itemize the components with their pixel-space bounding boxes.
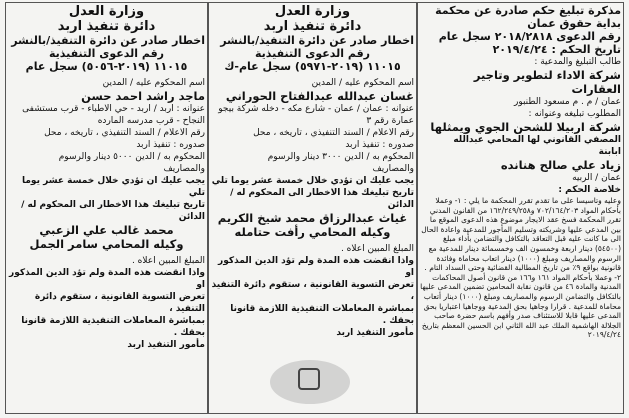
notice-title: اخطار صادر عن دائرة التنفيذ/بالنشر [220, 34, 414, 47]
notice-title: اخطار صادر عن دائرة التنفيذ/بالنشر [11, 34, 205, 47]
defendant-name: زياد علي صالح هنانده [500, 158, 621, 172]
creditor-agent: وكيله المحامي سامر الجمل [29, 237, 184, 251]
obligation-line: يجب عليك ان تؤدي خلال خمسة عشر يوما تلي [211, 176, 414, 186]
officer-signature: مأمور التنفيذ اربد [127, 340, 205, 350]
warning-line: بمباشرة المعاملات التنفيذية اللازمة قانونا بحقك . [21, 316, 205, 338]
notice-number-line: صدوره : تنفيذ اربد [345, 140, 414, 150]
middle-ad [211, 4, 414, 414]
notice-number-line: صدوره : تنفيذ اربد [136, 140, 205, 150]
watermark-logo-icon [298, 368, 320, 390]
defendant-label: المطلوب تبليغه وعنوانه : [528, 109, 621, 119]
case-number: ١١٠١٥ (٢٠١٩-٥٩٧١) سجل عام-ك [224, 60, 401, 73]
case-number: ١١٠١٥ (٢٠١٩-٥٠٥٦) سجل عام [25, 60, 188, 73]
right-ad [420, 4, 621, 414]
judgment-date: تاريخ الحكم : ٢٠١٩/٤/٢٤ [492, 43, 621, 56]
ministry-heading: وزارة العدل [68, 4, 145, 19]
judgment-title: مذكرة تبليغ حكم صادرة عن محكمة [435, 4, 621, 17]
officer-signature: مأمور التنفيذ اربد [336, 328, 414, 338]
obligation-line: تاريخ تبليغك هذا الاخطار الى المحكوم له / الدائن [230, 188, 414, 210]
plaintiff-name: شركة الاداء لتطوير وتاجير [473, 68, 621, 82]
address-line: عنوانه : عمان / عمان - شارع مكه - دخله شركة بيجو [218, 104, 414, 114]
defendant-name: ابابنة [598, 147, 621, 157]
judgment-title: بداية حقوق عمان [527, 17, 621, 30]
ministry-heading: وزارة العدل [274, 4, 351, 19]
amount-line: المحكوم به / الدين ٣٠٠٠ دينار والرسوم [267, 152, 414, 162]
notified-label: طالب التبليغ والمدعية : [534, 57, 621, 67]
summary-text: وعليه وتاسيسا على ما تقدم تقرر المحكمة ما يلي : ١- وعملا بأحكام المواد ٧٠٢/١٦٤/٢٠٣ و١٦٢/٢٤٩/٢٥٨ من القانون المدني تقرر المحكمة فسخ عقد الايجار موضوع هذه الدعوى الموقع ما بين المدعي عليها وشريكته وتسليم المأجور للمدعية واعادة الحال الى ما كانت عليه قبل التعاقد بالتكافل والتضامن بأداء مبلغ (٥٤٥٠٠) دينار اربعة وخمسون الف وخمسمائة دينار للمدعية مع الرسوم والمصاريف ومبلغ (١٠٠٠) دينار اتعاب محاماة وفائدة قانونية بواقع ٩٪ من تاريخ المطالبة القضائية وحتى السداد التام . ٢- وعملا بأحكام المواد ١٦١ و١٦٦ من قانون أصول المحاكمات المدنية والمادة ٤٦ من قانون نقابة المحامين تضمين المدعى عليها بالتكافل والتضامن الرسوم والمصاريف ومبلغ (١٠٠٠) دينار أتعاب محاماة للمدعية . قرارا وجاهيا بحق المدعية ووجاهيا اعتباريا بحق المدعى عليها قابلا للاستئناف صدر وأفهم باسم حضرة صاحب الجلالة الهاشمية الملك عبد الله الثاني ابن الحسين المعظم بتاريخ ٢٠١٩/٤/٢٤ [420, 196, 621, 340]
defendant-city: عمان / الربيه [572, 173, 621, 183]
warning-line: تعرض التسوية القانونية ، ستقوم دائرة التنفيذ ، [211, 280, 414, 302]
left-ad [8, 4, 205, 414]
department-heading: دائرة تنفيذ اربد [263, 19, 362, 34]
amount-line: المحكوم به / الدين ٥٠٠٠ دينار والرسوم [58, 152, 205, 162]
amount-notice: المبلغ المبين اعلاه . [340, 244, 414, 254]
creditor-name: غياث عبدالرزاق محمد شيخ الكريم [217, 211, 408, 225]
notice-number-line: رقم الاعلام / السند التنفيذي ، تاريخه ، محل [253, 128, 414, 138]
creditor-name: محمد غالب علي الزعبي [39, 223, 174, 237]
warning-line: بمباشرة المعاملات التنفيذية اللازمة قانونا بحقك . [230, 304, 414, 326]
address-line: عنوانه : اربد / اربد - حي الاطباء - قرب مستشفى [22, 104, 205, 114]
case-label: رقم الدعوى التنفيذية [48, 47, 164, 60]
debtor-name: ماجد راشد احمد حسن [81, 89, 205, 103]
obligation-line: تاريخ تبليغك هذا الاخطار الى المحكوم له / الدائن [21, 200, 205, 222]
debtor-label: اسم المحكوم عليه / المدين [102, 78, 205, 88]
case-label: رقم الدعوى التنفيذية [254, 47, 370, 60]
warning-line: تعرض التسوية القانونية ، ستقوم دائرة التنفيذ ، [34, 292, 205, 314]
plaintiff-name: العقارات [571, 82, 621, 96]
amount-notice: المبلغ المبين اعلاه . [131, 256, 205, 266]
creditor-agent: وكيله المحامي رأفت حتامله [234, 225, 391, 239]
debtor-name: غسان عبدالله عبدالفتاح الحوراني [225, 89, 414, 103]
debtor-label: اسم المحكوم عليه / المدين [311, 78, 414, 88]
address-line: عمارة رقم ٣ [366, 116, 414, 126]
obligation-line: يجب عليك ان تؤدي خلال خمسة عشر يوما تلي [21, 176, 205, 198]
warning-line: واذا انقضت هذه المدة ولم تؤد الدين المذكور او [9, 268, 205, 290]
summary-label: خلاصة الحكم : [558, 185, 621, 195]
plaintiff-address: عمان / م . م مسعود الطنبور [513, 97, 621, 107]
defendant-name: شركة اربيلا للشحن الجوي ويمثلها [430, 120, 621, 134]
defendant-name: المصفي القانوني لها المحامي عبدالله [453, 135, 621, 145]
case-number: رقم الدعوى ٢٠١٨/٢٨١٨ سجل عام [438, 30, 621, 43]
warning-line: واذا انقضت هذه المدة ولم تؤد الدين المذكور او [218, 256, 414, 278]
department-heading: دائرة تنفيذ اربد [57, 19, 156, 34]
amount-line: والمصاريف [372, 164, 414, 174]
amount-line: والمصاريف [163, 164, 205, 174]
notice-number-line: رقم الاعلام / السند التنفيذي ، تاريخه ، محل [44, 128, 205, 138]
address-line: النجاح - قرب مدرسه المارده [97, 116, 205, 126]
